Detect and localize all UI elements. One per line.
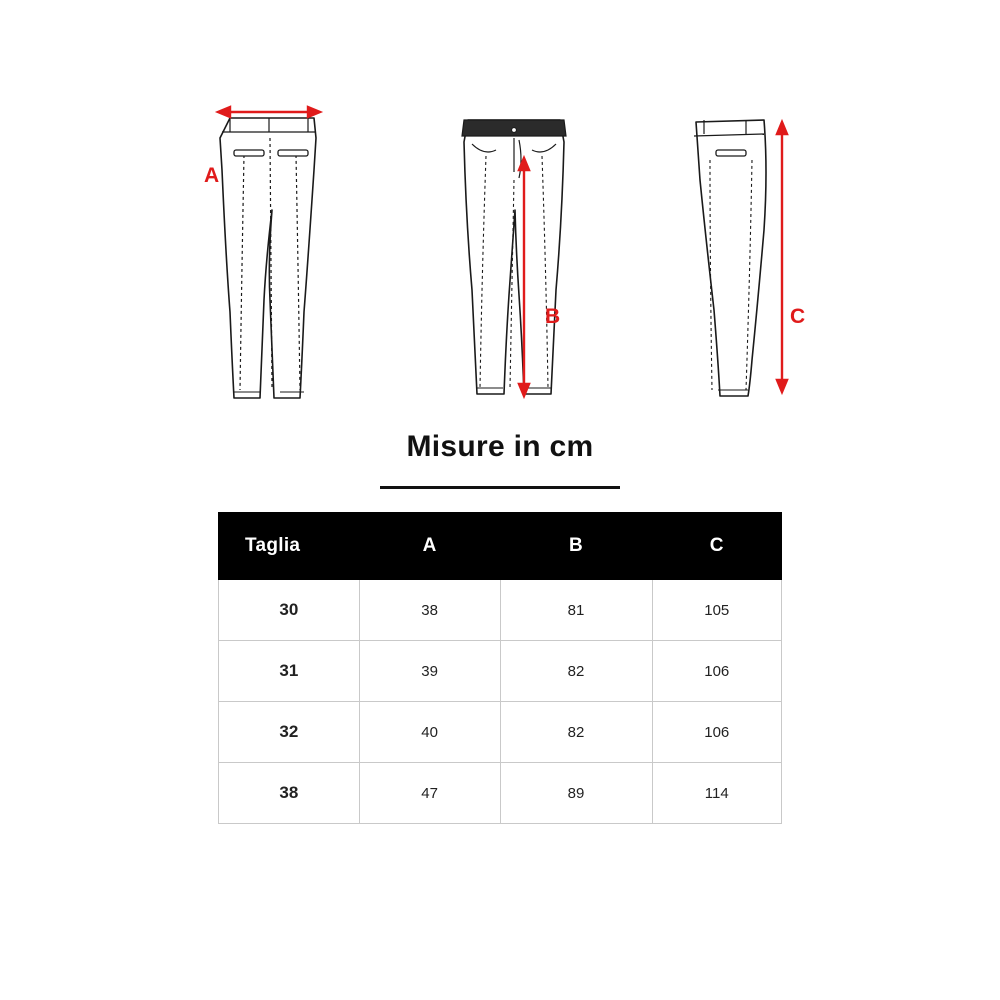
cell-size: 32: [219, 702, 360, 763]
table-body: [219, 580, 782, 824]
cell-b: 82: [500, 702, 652, 763]
cell-size: 38: [219, 763, 360, 824]
column-header-a: A: [359, 513, 500, 580]
size-table: [218, 512, 782, 824]
cell-c: 105: [652, 580, 782, 641]
title-divider: [380, 486, 620, 489]
cell-c: 114: [652, 763, 782, 824]
measurement-label-b: B: [545, 305, 561, 328]
trousers-side-view-figure: [660, 60, 920, 420]
table-header: [219, 513, 782, 580]
cell-size: 30: [219, 580, 360, 641]
illustrations-group: [0, 60, 1000, 430]
table-row: [219, 763, 782, 824]
cell-a: 40: [359, 702, 500, 763]
cell-a: 38: [359, 580, 500, 641]
cell-c: 106: [652, 702, 782, 763]
column-header-size: Taglia: [219, 513, 360, 580]
trousers-front-view-figure: [420, 60, 680, 420]
cell-b: 89: [500, 763, 652, 824]
cell-a: 39: [359, 641, 500, 702]
table-row: [219, 641, 782, 702]
cell-c: 106: [652, 641, 782, 702]
trousers-front-icon: [420, 60, 680, 420]
cell-size: 31: [219, 641, 360, 702]
page-title: Misure in cm: [406, 430, 594, 463]
cell-b: 82: [500, 641, 652, 702]
cell-b: 81: [500, 580, 652, 641]
chart-title-block: [0, 430, 1000, 489]
trousers-side-icon: [660, 60, 920, 420]
table-header-row: [219, 513, 782, 580]
measurement-label-a: A: [204, 164, 220, 187]
size-table-wrapper: [218, 512, 782, 824]
table-row: [219, 580, 782, 641]
trousers-back-icon: [160, 60, 420, 420]
measurement-label-c: C: [790, 305, 806, 328]
trousers-back-view-figure: [160, 60, 420, 420]
table-row: [219, 702, 782, 763]
column-header-c: C: [652, 513, 782, 580]
column-header-b: B: [500, 513, 652, 580]
cell-a: 47: [359, 763, 500, 824]
